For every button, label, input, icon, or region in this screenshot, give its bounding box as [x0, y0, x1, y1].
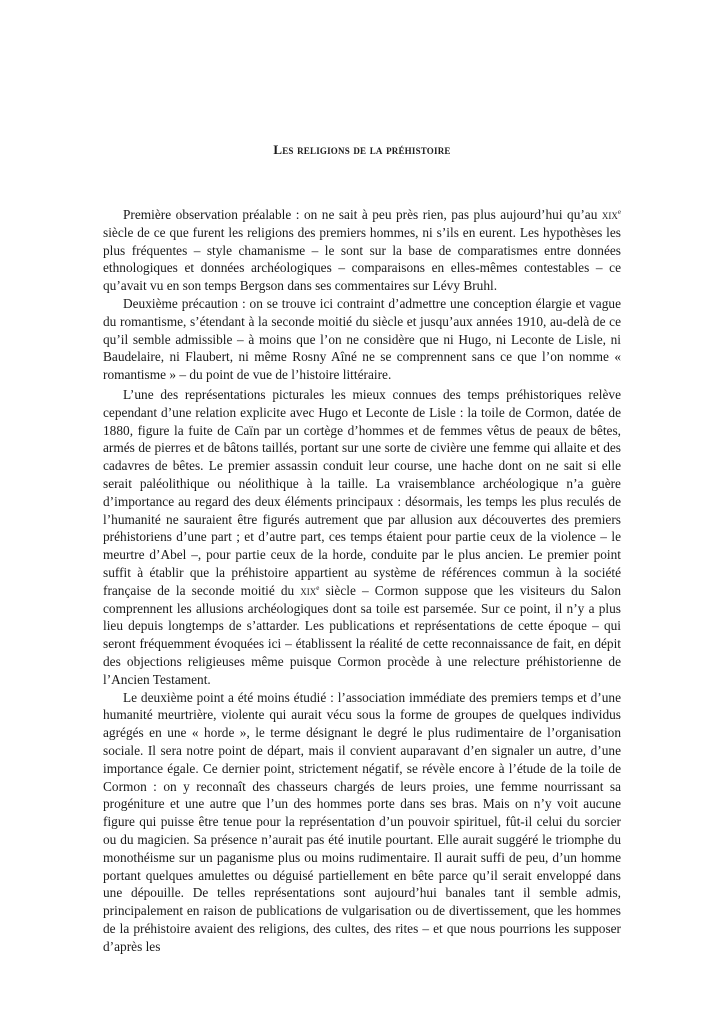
title-small-caps: es religions de la préhistoire [282, 142, 451, 157]
intro-section [103, 206, 621, 384]
century-numeral: xix [300, 582, 317, 598]
paragraph-3 [103, 386, 621, 689]
main-section [103, 386, 621, 956]
paragraph-1-text-b: siècle de ce que furent les religions des premiers hommes, ni s’ils en eurent. Les hypothèses les plus fréquentes – style chamanisme – le sont sur la base de comparatismes entre données ethnologiques et données archéologiques – comparaisons en elles-mêmes contestables – ce qu’avait vu en son temps Bergson dans ses commentaires sur Lévy Bruhl. [103, 224, 621, 294]
paragraph-3-text-a: L’une des représentations picturales les mieux connues des temps préhistoriques relève cependant d’une relation explicite avec Hugo et Leconte de Lisle : la toile de Cormon, datée de 1880, figure la fuite de Caïn par un cortège d’hommes et de femmes vêtus de peaux de bêtes, armés de pierres et de bâtons taillés, portant sur une sorte de civière une femme qui allaite et des cadavres de bêtes. Le premier assassin conduit leur course, une hache dont on ne sait si elle serait paléolithique ou néolithique à la taille. La vraisemblance archéologique n’a guère d’importance au regard des deux éléments principaux : désormais, les temps les plus reculés de l’humanité ne sauraient être figurés autrement que par allusion aux découvertes des premiers préhistoriens d’une part ; et d’autre part, ces temps étaient pour partie ceux de la violence – le meurtre d’Abel –, pour partie ceux de la horde, conduite par le plus ancien. Le premier point suffit à établir que la préhistoire appartient au système de références commun à la société française de la seconde moitié du [103, 387, 621, 598]
page-title [103, 142, 621, 158]
century-numeral: xix [601, 207, 618, 222]
century-superscript: e [617, 208, 621, 216]
document-page [103, 0, 621, 1024]
paragraph-2: Deuxième précaution : on se trouve ici contraint d’admettre une conception élargie et vague du romantisme, s’étendant à la seconde moitié du siècle et jusqu’aux années 1910, au-delà de ce qu’il semble admissible – à moins que l’on ne considère que ni Hugo, ni Leconte de Lisle, ni Baudelaire, ni Flaubert, ni même Rosny Aîné ne se comprennent sans ce que l’on nomme « romantisme » – du point de vue de l’histoire littéraire. [103, 295, 621, 383]
paragraph-1-text-a: Première observation préalable : on ne sait à peu près rien, pas plus aujourd’hui qu’au [123, 207, 602, 222]
paragraph-4: Le deuxième point a été moins étudié : l’association immédiate des premiers temps et d’une humanité meurtrière, violente qui aurait vécu sous la forme de groupes de quelques individus agrégés en une « horde », le terme désignant le degré le plus rudimentaire de l’organisation sociale. Il sera notre point de départ, mais il convient auparavant d’en signaler un autre, d’une importance égale. Ce dernier point, strictement négatif, se révèle encore à l’étude de la toile de Cormon : on y reconnaît des chasseurs chargés de leurs proies, une femme nourrissant sa progéniture et une autre que l’un des hommes porte dans ses bras. Mais on n’y voit aucune figure qui puisse être tenue pour la représentation d’un pouvoir spirituel, fût-il celui du sorcier ou du magicien. Sa présence n’aurait pas été inutile pourtant. Elle aurait suggéré le triomphe du monothéisme sur un paganisme plus ou moins rudimentaire. Il aurait suffi de peu, d’un homme portant quelques amulettes ou déguisé partiellement en bête parce qu’il serait enveloppé dans une dépouille. De telles représentations sont aujourd’hui banales tant il semble admis, principalement en raison de publications de vulgarisation ou de divertissement, que les hommes de la préhistoire avaient des religions, des cultes, des rites – et que nous pourrions les supposer d’après les [103, 689, 621, 954]
paragraph-1 [103, 206, 621, 295]
title-first-letter: L [273, 142, 283, 157]
paragraph-3-text-b: siècle – Cormon suppose que les visiteurs du Salon comprennent les allusions archéologiques dont sa toile est parsemée. Sur ce point, il n’y a plus lieu depuis longtemps de s’attarder. Les publications et représentations de cette époque – qui seront fréquemment évoquées ici – établissent la réalité de cette reconnaissance de fait, en dépit des objections religieuses même puisque Cormon procède à une relecture préhistorienne de l’Ancien Testament. [103, 582, 621, 687]
century-superscript: e [316, 583, 320, 592]
